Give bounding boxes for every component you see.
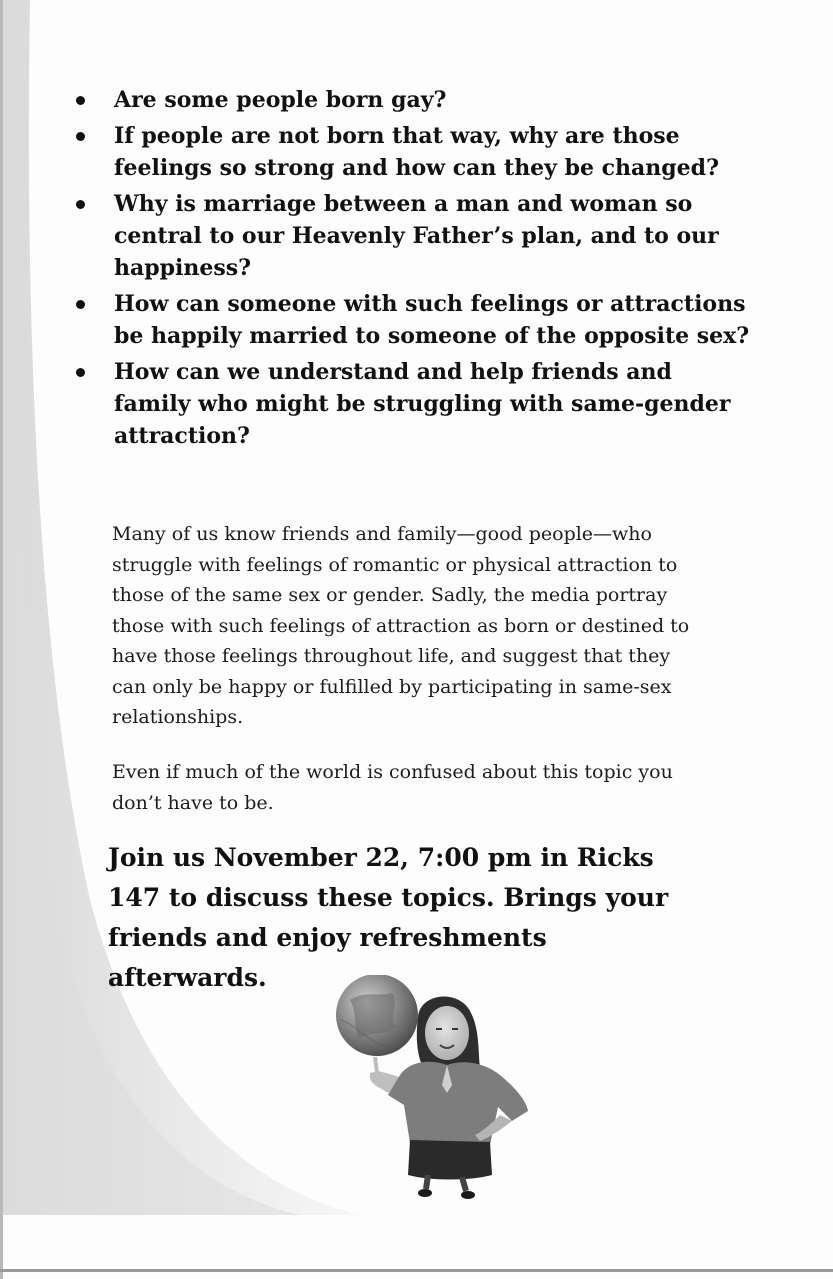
bullet-icon: [76, 132, 85, 141]
question-text: How can we understand and help friends and family who might be struggling with same-gender attraction?: [114, 359, 731, 449]
question-item: [70, 84, 750, 116]
page-bottom-edge: [0, 1269, 833, 1272]
question-item: [70, 188, 750, 284]
bullet-icon: [76, 200, 85, 209]
bullet-icon: [76, 96, 85, 105]
bullet-icon: [76, 368, 85, 377]
question-text: Are some people born gay?: [114, 87, 447, 113]
intro-paragraph: Many of us know friends and family—good people—who struggle with feelings of romantic or physical attraction to those of the same sex or gender. Sadly, the media portray those with such feelings of attraction as born or destined to have those feelings throughout life, and suggest that they can only be happy or fulfilled by participating in same-sex relationships.: [112, 523, 690, 728]
question-text: If people are not born that way, why are those feelings so strong and how can they be changed?: [114, 123, 719, 181]
page-left-edge: [0, 0, 3, 1279]
question-list: [70, 84, 750, 456]
question-text: Why is marriage between a man and woman so central to our Heavenly Father’s plan, and to our happiness?: [114, 191, 719, 281]
event-invitation: Join us November 22, 7:00 pm in Ricks 147 to discuss these topics. Brings your friends and enjoy refreshments afterwards.: [108, 843, 669, 992]
globe-icon: [336, 975, 418, 1056]
question-item: [70, 120, 750, 184]
question-item: [70, 288, 750, 352]
reassurance-paragraph: Even if much of the world is confused about this topic you don’t have to be.: [112, 761, 673, 814]
question-text: How can someone with such feelings or attractions be happily married to someone of the opposite sex?: [114, 291, 750, 349]
bullet-icon: [76, 300, 85, 309]
question-item: [70, 356, 750, 452]
woman-spinning-globe-illustration: [330, 975, 540, 1200]
